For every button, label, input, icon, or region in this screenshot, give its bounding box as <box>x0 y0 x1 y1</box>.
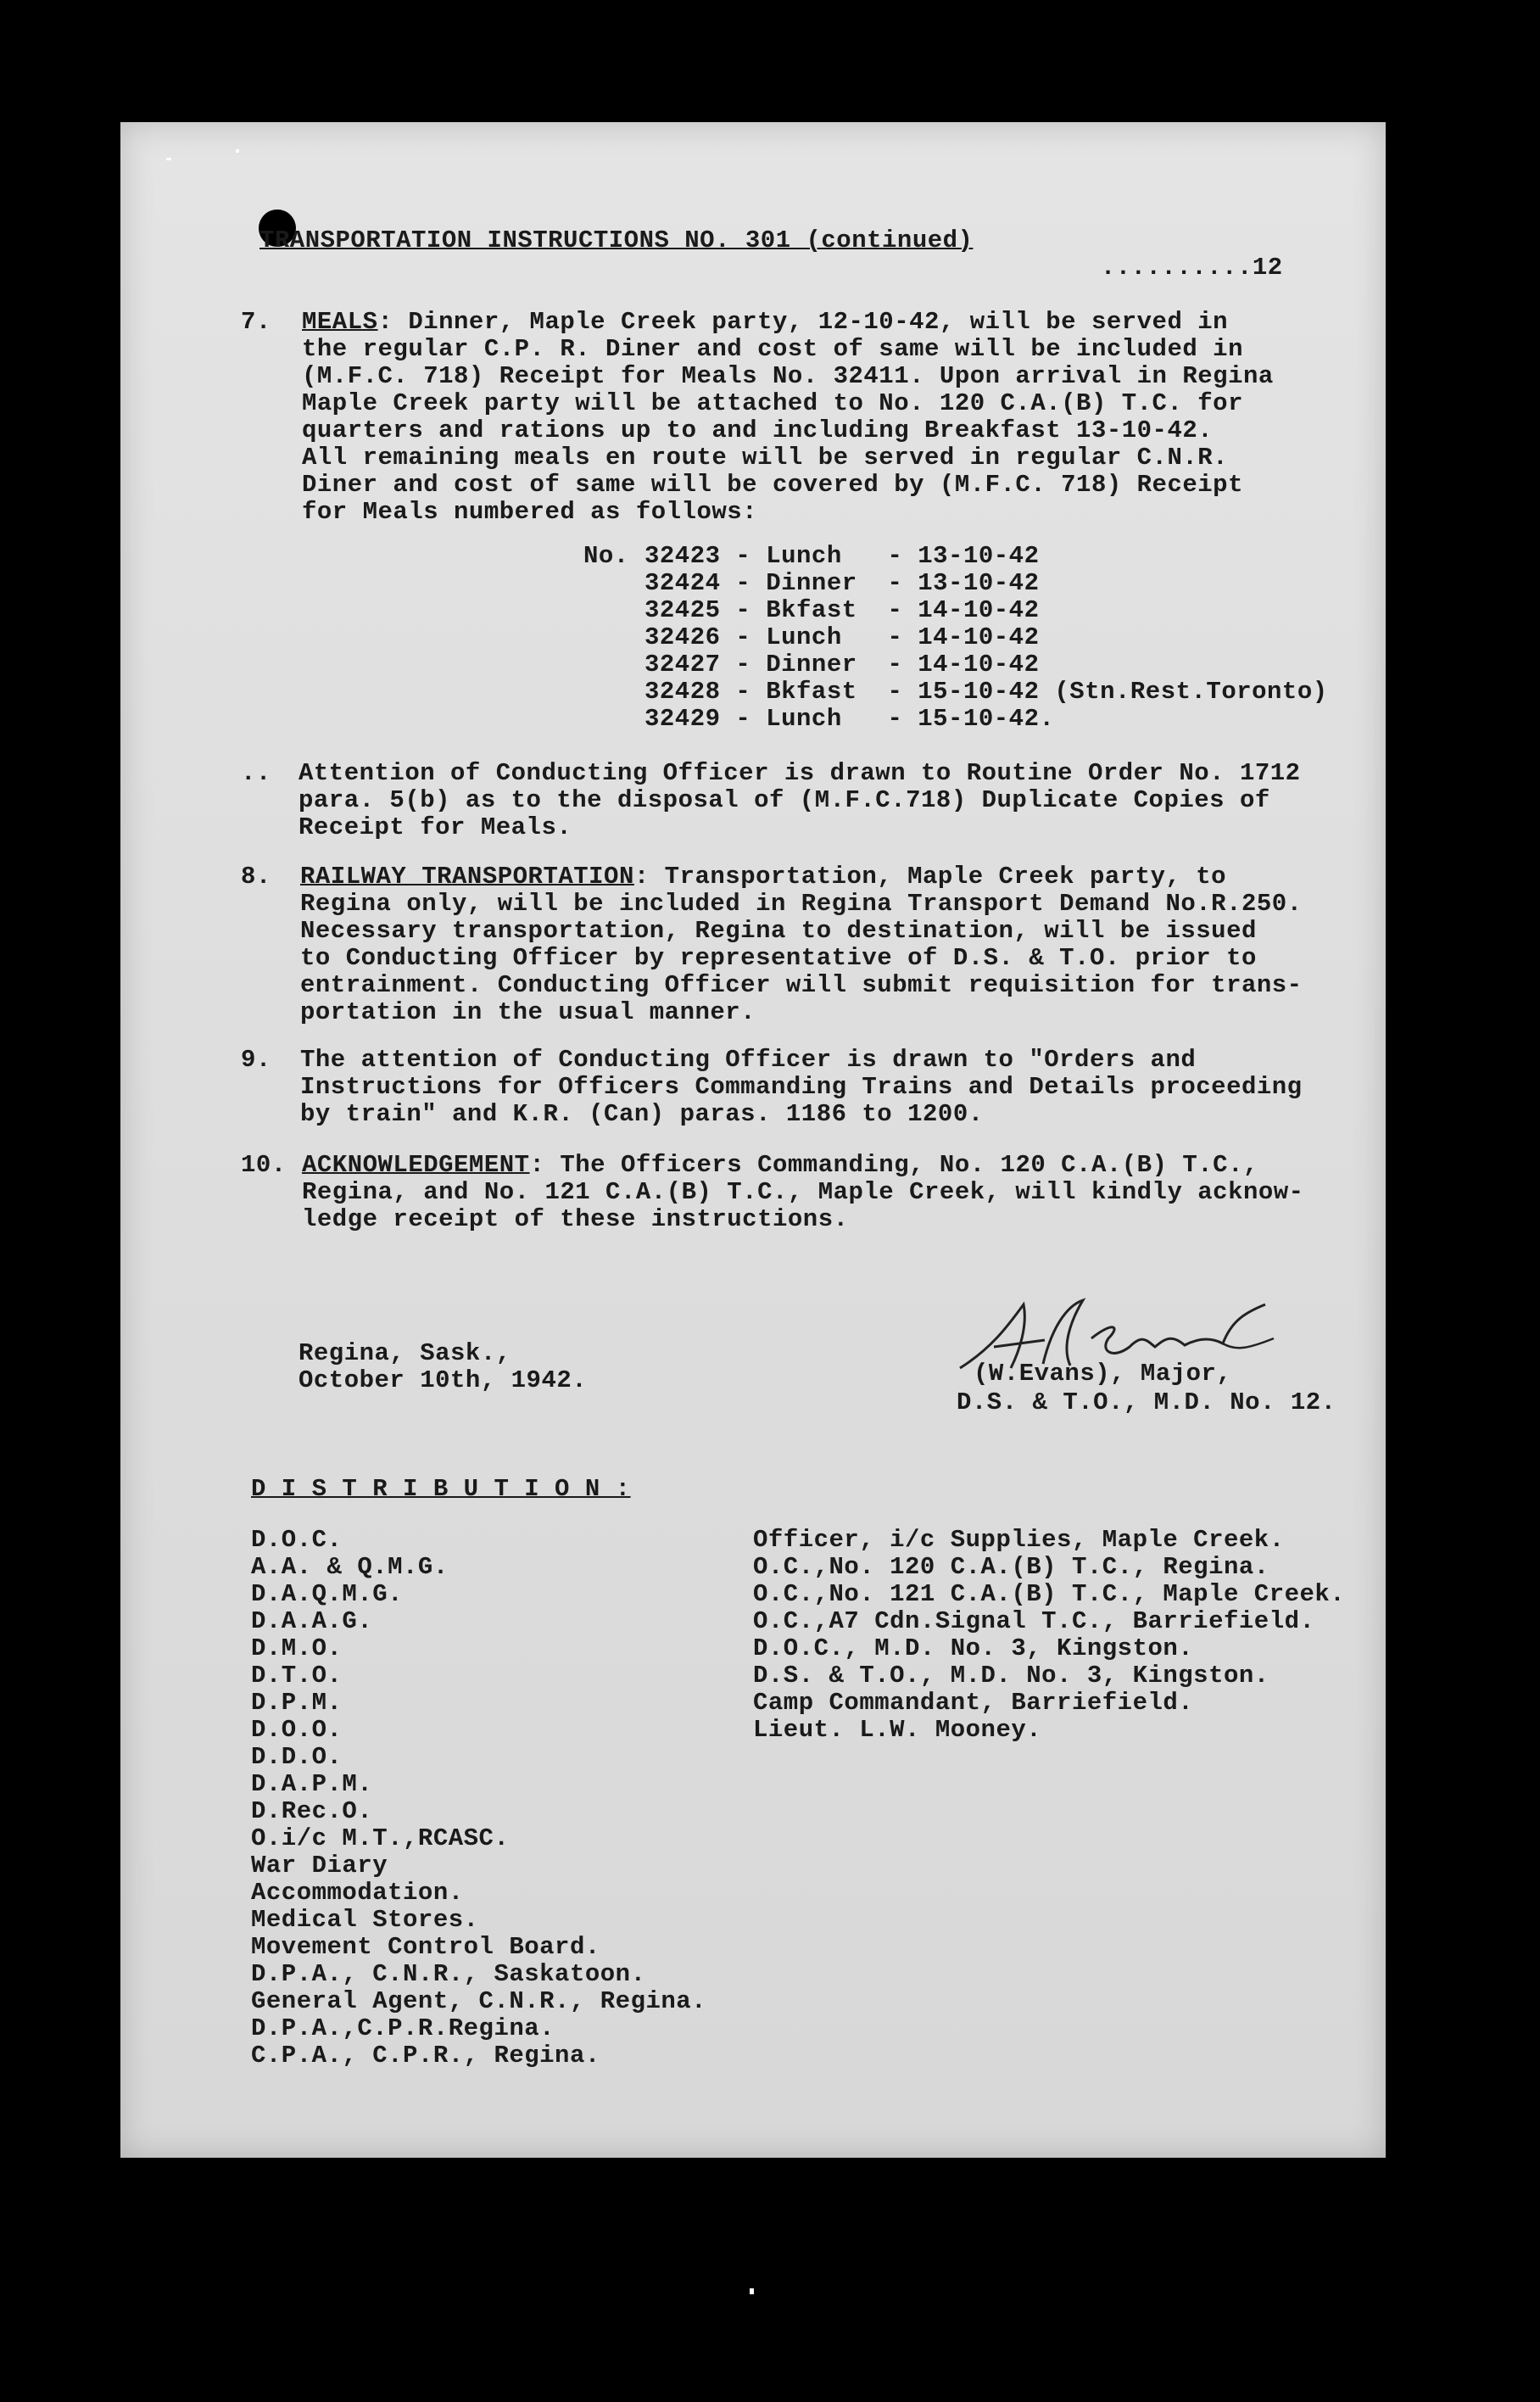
meal-no: 32426 <box>644 623 721 651</box>
meal-row <box>644 706 1054 733</box>
meal-row <box>644 679 1328 706</box>
signatory-title: D.S. & T.O., M.D. No. 12. <box>957 1388 1336 1416</box>
para7-line: for Meals numbered as follows: <box>302 498 758 526</box>
meal-date: - 13-10-42 <box>872 569 1040 597</box>
para7-line-text: : Dinner, Maple Creek party, 12-10-42, will be served in <box>377 308 1229 336</box>
signatory-name: (W.Evans), Major, <box>974 1360 1232 1388</box>
para8-heading: RAILWAY TRANSPORTATION <box>300 863 634 891</box>
distribution-item: War Diary <box>251 1852 388 1880</box>
distribution-heading: D I S T R I B U T I O N : <box>251 1475 631 1503</box>
distribution-item: D.T.O. <box>251 1662 343 1690</box>
para10-line-text: : The Officers Commanding, No. 120 C.A.(B) T.C., <box>529 1151 1258 1179</box>
distribution-item: D.O.C. <box>251 1526 343 1554</box>
para7-line <box>302 309 1228 336</box>
para9-line: by train" and K.R. (Can) paras. 1186 to 1200. <box>300 1100 984 1128</box>
distribution-item: General Agent, C.N.R., Regina. <box>251 1987 707 2015</box>
date-line: October 10th, 1942. <box>299 1366 588 1394</box>
film-speck <box>166 158 171 160</box>
distribution-item: D.P.A., C.N.R., Saskatoon. <box>251 1960 646 1988</box>
para7-line: the regular C.P. R. Diner and cost of same will be included in <box>302 335 1243 363</box>
distribution-item: D.P.A.,C.P.R.Regina. <box>251 2014 555 2042</box>
meal-date: - 14-10-42 <box>872 596 1040 624</box>
meal-meal: - Bkfast <box>720 678 873 706</box>
attention-line: Receipt for Meals. <box>299 813 572 841</box>
meal-meal: - Dinner <box>720 569 873 597</box>
distribution-item: A.A. & Q.M.G. <box>251 1553 449 1581</box>
para10-line: Regina, and No. 121 C.A.(B) T.C., Maple Creek, will kindly acknow- <box>302 1178 1304 1206</box>
meal-no: 32425 <box>644 596 721 624</box>
distribution-item: D.S. & T.O., M.D. No. 3, Kingston. <box>753 1662 1269 1690</box>
para10-line <box>302 1152 1258 1179</box>
para8-line: entrainment. Conducting Officer will submit requisition for trans- <box>300 971 1303 999</box>
para8-line <box>300 863 1226 891</box>
distribution-item: O.i/c M.T.,RCASC. <box>251 1824 510 1852</box>
para8-line: to Conducting Officer by representative of D.S. & T.O. prior to <box>300 944 1257 972</box>
para7-line: quarters and rations up to and including Breakfast 13-10-42. <box>302 416 1214 444</box>
distribution-item: Movement Control Board. <box>251 1933 600 1961</box>
para8-number: 8. <box>241 863 271 891</box>
distribution-item: Camp Commandant, Barriefield. <box>753 1689 1194 1717</box>
distribution-item: D.Rec.O. <box>251 1797 373 1825</box>
meal-meal: - Bkfast <box>720 596 873 624</box>
para7-line: All remaining meals en route will be served in regular C.N.R. <box>302 444 1229 472</box>
para8-line: Necessary transportation, Regina to destination, will be issued <box>300 917 1257 945</box>
meal-meal: - Dinner <box>720 651 873 679</box>
distribution-item: Lieut. L.W. Mooney. <box>753 1716 1042 1744</box>
distribution-item: D.M.O. <box>251 1634 343 1662</box>
meal-row <box>644 624 1039 651</box>
para7-heading: MEALS <box>302 308 378 336</box>
meal-no: 32424 <box>644 569 721 597</box>
distribution-item: O.C.,No. 121 C.A.(B) T.C., Maple Creek. <box>753 1580 1346 1608</box>
distribution-item: D.A.Q.M.G. <box>251 1580 404 1608</box>
distribution-item: D.O.C., M.D. No. 3, Kingston. <box>753 1634 1194 1662</box>
meal-meal: - Lunch <box>720 705 873 733</box>
meal-no: 32427 <box>644 651 721 679</box>
page-marker <box>1070 227 1283 282</box>
para8-line: Regina only, will be included in Regina Transport Demand No.R.250. <box>300 890 1303 918</box>
para8-line-text: : Transportation, Maple Creek party, to <box>633 863 1227 891</box>
distribution-item: O.C.,No. 120 C.A.(B) T.C., Regina. <box>753 1553 1269 1581</box>
distribution-item: D.A.A.G. <box>251 1607 373 1635</box>
distribution-item: D.O.O. <box>251 1716 343 1744</box>
meal-row <box>644 651 1039 679</box>
meal-no: 32423 <box>644 542 721 570</box>
meal-prefix: No. <box>583 542 629 570</box>
meal-date: - 14-10-42 <box>872 651 1040 679</box>
distribution-item: Accommodation. <box>251 1879 464 1907</box>
meal-meal: - Lunch <box>720 623 873 651</box>
para9-line: The attention of Conducting Officer is drawn to "Orders and <box>300 1046 1197 1074</box>
page-number: 12 <box>1252 254 1283 282</box>
distribution-item: Medical Stores. <box>251 1906 479 1934</box>
meal-row <box>644 570 1039 597</box>
meal-date: - 15-10-42. <box>872 705 1055 733</box>
distribution-item: O.C.,A7 Cdn.Signal T.C., Barriefield. <box>753 1607 1315 1635</box>
meal-date: - 15-10-42 <box>872 678 1040 706</box>
meal-date: - 13-10-42 <box>872 542 1040 570</box>
attention-line: Attention of Conducting Officer is drawn to Routine Order No. 1712 <box>299 759 1301 787</box>
attention-marker: .. <box>241 759 271 787</box>
distribution-item: D.D.O. <box>251 1743 343 1771</box>
para7-line: Maple Creek party will be attached to No. 120 C.A.(B) T.C. for <box>302 389 1243 417</box>
para8-line: portation in the usual manner. <box>300 998 756 1026</box>
meal-date: - 14-10-42 <box>872 623 1040 651</box>
para10-number: 10. <box>241 1151 287 1179</box>
meal-row <box>644 543 1039 570</box>
page-title: TRANSPORTATION INSTRUCTIONS NO. 301 (continued) <box>259 226 974 254</box>
meal-row <box>644 597 1039 624</box>
distribution-item: C.P.A., C.P.R., Regina. <box>251 2042 600 2070</box>
distribution-item: Officer, i/c Supplies, Maple Creek. <box>753 1526 1285 1554</box>
para9-line: Instructions for Officers Commanding Trains and Details proceeding <box>300 1073 1303 1101</box>
film-speck <box>236 149 239 153</box>
meal-meal: - Lunch <box>720 542 873 570</box>
meal-note: (Stn.Rest.Toronto) <box>1039 678 1328 706</box>
para7-number: 7. <box>241 308 271 336</box>
para10-line: ledge receipt of these instructions. <box>302 1205 849 1233</box>
page-dots: .......... <box>1100 254 1253 282</box>
distribution-item: D.A.P.M. <box>251 1770 373 1798</box>
para9-number: 9. <box>241 1046 271 1074</box>
para7-line: (M.F.C. 718) Receipt for Meals No. 32411. Upon arrival in Regina <box>302 362 1274 390</box>
attention-line: para. 5(b) as to the disposal of (M.F.C.718) Duplicate Copies of <box>299 786 1270 814</box>
place-line: Regina, Sask., <box>299 1339 511 1367</box>
distribution-item: D.P.M. <box>251 1689 343 1717</box>
meal-no: 32429 <box>644 705 721 733</box>
para7-line: Diner and cost of same will be covered by (M.F.C. 718) Receipt <box>302 471 1243 499</box>
film-speck <box>750 2288 754 2294</box>
meal-no: 32428 <box>644 678 721 706</box>
para10-heading: ACKNOWLEDGEMENT <box>302 1151 530 1179</box>
